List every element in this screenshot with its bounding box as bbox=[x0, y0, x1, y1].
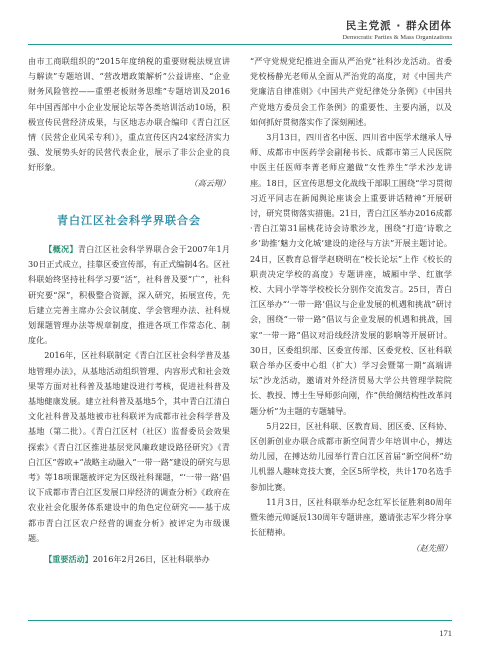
overview-text-1: 青白江区社会科学界联合会于2007年1月30日正式成立，挂靠区委宣传部，有正式编制4名。区社科联始终坚持社科学习要“活”，社科普及要“广”，社科研究要“深”，积极整合资源，深入研究，拓展宣传，先后建立完善主席办公会议制度、学会管理办法、社科规划课题管理办法等规章制度，推进各项工作常态化、制度化。 bbox=[28, 244, 230, 346]
activities-text-start: 2016年2月26日，区社科联举办 bbox=[92, 554, 210, 565]
overview-tag: 【概况】 bbox=[44, 244, 78, 255]
overview-paragraph-2: 2016年，区社科联制定《青白江区社会科学普及基地管理办法》，从基地活动组织管理、内容形式和社会效果等方面对社科普及基地建设进行考核，促进社科普及基地健康发展。建立社科普及基地5个，其中青白江清白文化社科普及基地被市社科联评为成都市社会科学普及基地（第二批）。《青白江区村（社区）监督委员会效果探索》《青白江区推进基层党风廉政建设路径研究》《青白江区“蓉欧+”战略主动融入“一带一路”建设的研究与思考》等18项课题被评定为区级社科课题，“‘一带一路’倡议下成都市青白江区发展口岸经济的调查分析》《政府在农业社会化服务体系建设中的角色定位研究——基于成都市青白江区农户经营的调查分析》被评定为市级课题。 bbox=[28, 350, 230, 543]
page-number: 171 bbox=[439, 628, 452, 638]
right-paragraph-1: “严守党规党纪推进全面从严治党”社科沙龙活动。省委党校杨静光老师从全面从严治党的高度，对《中国共产党廉洁自律准则》《中国共产党纪律处分条例》《中国共产党地方委员会工作条例》的重要性、主要内涵，以及如何抓好贯彻落实作了深刻阐述。 bbox=[250, 56, 452, 127]
overview-paragraph-1 bbox=[28, 242, 230, 348]
right-paragraph-2: 3月13日，四川省名中医、四川省中医学术继承人导师、成都市中医药学会副秘书长、成都市第三人民医院中医主任医师李菁老师应邀做“女性养生”学术沙龙讲座。18日，区宣传思想文化战线干部职工围绕“学习贯彻习近平同志在新闻舆论座谈会上重要讲话精神”开展研讨，研究贯彻落实措施。21日，青白江区举办2016成都·青白江第31届桃花诗会诗歌沙龙，围绕“打造‘诗歌之乡’助推‘魅力文化城’建设的途径与方法”开展主题讨论。24日，区教育总督学赵晓明在“校长论坛”上作《校长的职责决定学校的高度》专题讲座，城厢中学、红旗学校、大同小学等学校校长分别作交流发言。25日，青白江区举办“‘一带一路’倡议与企业发展的机遇和挑战”研讨会，围绕“一带一路”倡议与企业发展的机遇和挑战，国家“一带一路”倡议对沿线经济发展的影响等开展研讨。30日，区委组织部、区委宣传部、区委党校、区社科联联合举办区委中心组（扩大）学习会暨第一期“高端讲坛”沙龙活动，邀请对外经济贸易大学公共管理学院院长、教授、博士生导师彭向刚，作“供给侧结构性改革问题分析”为主题的专题辅导。 bbox=[250, 132, 452, 416]
right-column bbox=[250, 54, 452, 556]
activities-paragraph-start bbox=[28, 552, 230, 567]
header-divider bbox=[28, 44, 452, 45]
section-title: 青白江区社会科学界联合会 bbox=[57, 213, 201, 227]
activities-tag: 【重要活动】 bbox=[44, 554, 93, 565]
page-header bbox=[342, 18, 452, 41]
left-paragraph-1: 由市工商联组织的“2015年度纳税的重要财税法规宣讲与解读”专题培训、“营改增政策解析”公益讲座、“企业财务风险管控——重塑老板财务思维”专题培训及2016年中国西部中小企业发展论坛等各类培训活动10场，积极宣传民营经济成果，与区地志办联合编印《青白江区情（民营企业风采专利）》，重点宣传区内24家经济实力强、发展势头好的民营代表企业，展示了非公企业的良好形象。 bbox=[28, 56, 230, 173]
right-paragraph-3: 5月22日，区社科联、区教育局、团区委、区科协、区创新创业办联合成都市新空间青少年培训中心，搏达幼儿园，在搏达幼儿园举行青白江区首届“新空间杯”幼儿机器人趣味竞技大赛，全区5所学校，共计170名选手参加比赛。 bbox=[250, 420, 452, 492]
right-paragraph-4: 11月3日，区社科联举办纪念红军长征胜利80周年暨朱德元帅诞辰130周年专题讲座，邀请张志军少将分享长征精神。 bbox=[250, 496, 452, 538]
header-title-cn: 民主党派 · 群众团体 bbox=[345, 20, 452, 32]
author-signature-2: （赵先照） bbox=[411, 542, 452, 553]
left-column bbox=[28, 54, 230, 567]
author-signature-1: （高云翔） bbox=[189, 177, 230, 188]
footer-divider bbox=[28, 620, 452, 621]
header-title-en: Democratic Parties & Mass Organizations bbox=[342, 34, 452, 41]
